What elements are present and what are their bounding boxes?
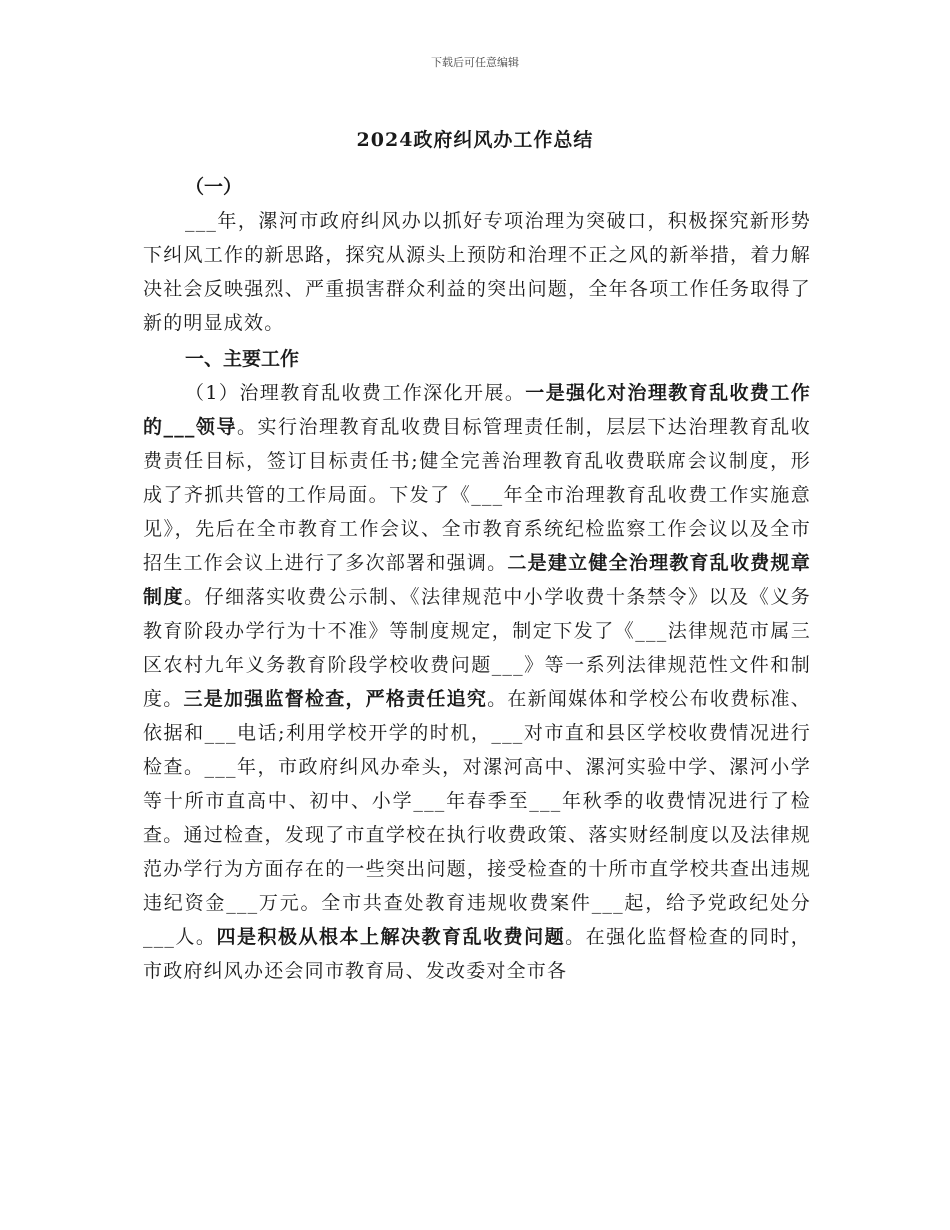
paragraph-text: 。在强化监督检查的同时，市政府纠风办还会同市教育局、发改委对全市各 [143, 926, 811, 982]
intro-paragraph: ___年，漯河市政府纠风办以抓好专项治理为突破口，积极探究新形势下纠风工作的新思路，探究从源头上预防和治理不正之风的新举措，着力解决社会反映强烈、严重损害群众利益的突出问题，全年各项工作任务取得了新的明显成效。 [143, 210, 811, 334]
bold-point-2: 二是建立健全治理教育乱收费规章制度 [143, 552, 811, 608]
paragraph-text: 。仔细落实收费公示制、《法律规范中小学收费十条禁令》以及《义务教育阶段办学行为十不准》等制度规定，制定下发了《___法律规范市属三区农村九年义务教育阶段学校收费问题___》等一系列法律规范性文件和制度。 [143, 586, 812, 710]
document-body [143, 170, 811, 988]
bold-point-4: 四是积极从根本上解决教育乱收费问题 [216, 926, 566, 948]
paragraph-text: 。在新闻媒体和学校公布收费标准、依据和___电话;利用学校开学的时机，___对市直和县区学校收费情况进行检查。___年，市政府纠风办牵头，对漯河高中、漯河实验中学、漯河小学等十所市直高中、初中、小学___年春季至___年秋季的收费情况进行了检查。通过检查，发现了市直学校在执行收费政策、落实财经制度以及法律规范办学行为方面存在的一些突出问题，接受检查的十所市直学校共查出违规违纪资金___万元。全市共查处教育违规收费案件___起，给予党政纪处分___人。 [143, 688, 812, 948]
bold-point-1: 一是强化对治理教育乱收费工作的___领导 [143, 382, 811, 438]
heading-main-work: 一、主要工作 [185, 348, 300, 370]
bold-point-3: 三是加强监督检查，严格责任追究 [183, 688, 488, 710]
paragraph-text: 。实行治理教育乱收费目标管理责任制，层层下达治理教育乱收费责任目标，签订目标责任书;健全完善治理教育乱收费联席会议制度，形成了齐抓共管的工作局面。下发了《___年全市治理教育乱收费工作实施意见》，先后在全市教育工作会议、全市教育系统纪检监察工作会议以及全市招生工作会议上进行了多次部署和强调。 [143, 416, 811, 574]
header-note: 下载后可任意编辑 [431, 56, 519, 69]
section-marker: （一） [185, 176, 243, 198]
document-title: 2024政府纠风办工作总结 [356, 129, 594, 151]
paragraph-text: （1）治理教育乱收费工作深化开展。 [185, 382, 526, 404]
paragraph-education-fees [143, 376, 811, 988]
